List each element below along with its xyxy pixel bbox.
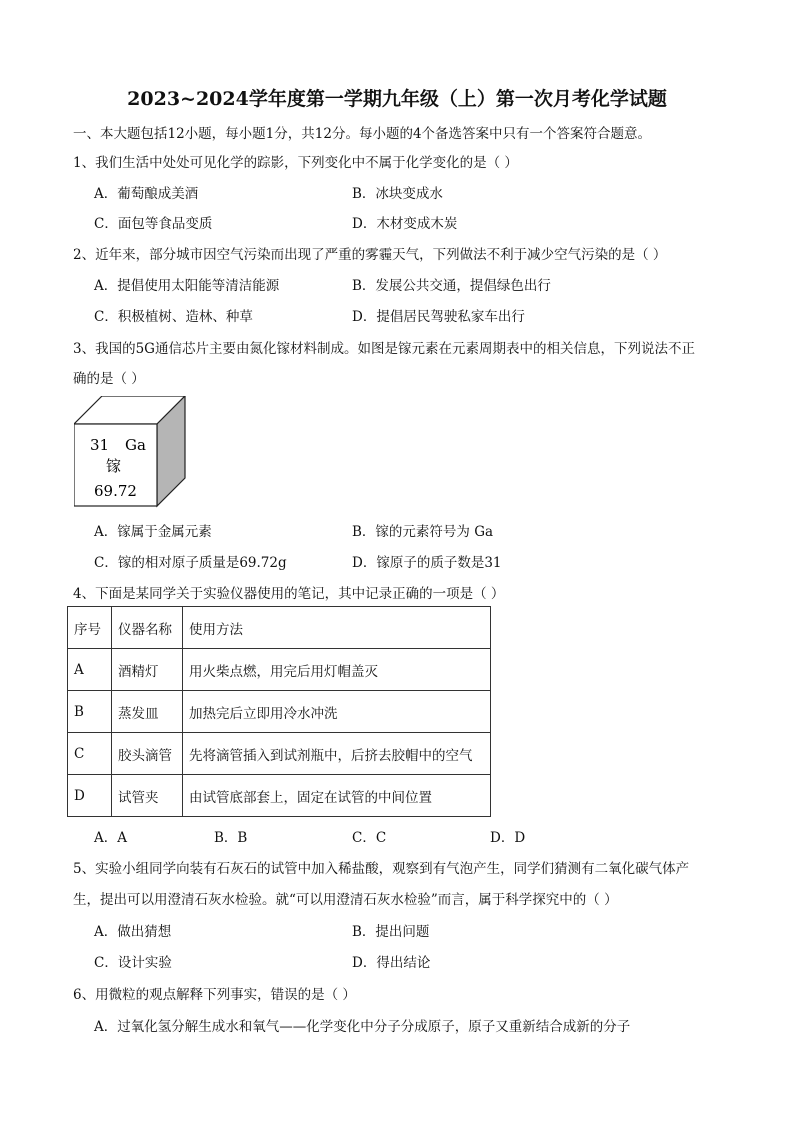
table-cell: 先将滴管插入到试剂瓶中，后挤去胶帽中的空气 <box>183 733 491 775</box>
table-cell: 加热完后立即用冷水冲洗 <box>183 691 491 733</box>
q5-option-b: B．提出问题 <box>352 924 430 940</box>
table-cell: 由试管底部套上，固定在试管的中间位置 <box>183 775 491 817</box>
header-cell: 仪器名称 <box>112 607 183 649</box>
table-row <box>68 691 491 733</box>
question-4-stem: 4、下面是某同学关于实验仪器使用的笔记，其中记录正确的一项是（ ） <box>73 586 505 602</box>
question-5-stem-line2: 生，提出可以用澄清石灰水检验。就“可以用澄清石灰水检验”而言，属于科学探究中的（ ） <box>73 892 618 908</box>
q6-option-a: A．过氧化氢分解生成水和氧气——化学变化中分子分成原子，原子又重新结合成新的分子 <box>94 1019 631 1035</box>
table-row <box>68 775 491 817</box>
q4-option-a: A．A <box>94 830 127 846</box>
table-cell: 用火柴点燃，用完后用灯帽盖灭 <box>183 649 491 691</box>
q1-option-c: C．面包等食品变质 <box>94 216 213 232</box>
q4-option-c: C．C <box>352 830 387 846</box>
element-name: 镓 <box>106 457 122 475</box>
q1-option-b: B．冰块变成水 <box>352 186 443 202</box>
header-cell: 序号 <box>68 607 112 649</box>
q2-option-c: C．积极植树、造林、种草 <box>94 309 253 325</box>
q2-option-d: D．提倡居民驾驶私家车出行 <box>352 309 525 325</box>
q5-option-d: D．得出结论 <box>352 955 431 971</box>
q3-option-b: B．镓的元素符号为 Ga <box>352 524 494 540</box>
table-cell: 胶头滴管 <box>112 733 183 775</box>
question-3-stem-line1: 3、我国的5G通信芯片主要由氮化镓材料制成。如图是镓元素在元素周期表中的相关信息，下列说法不正 <box>73 341 695 357</box>
question-1-stem: 1、我们生活中处处可见化学的踪影，下列变化中不属于化学变化的是（ ） <box>73 155 518 171</box>
table-cell: 酒精灯 <box>112 649 183 691</box>
section-instructions: 一、本大题包括12小题，每小题1分，共12分。每小题的4个备选答案中只有一个答案符合题意。 <box>73 126 652 142</box>
q4-option-d: D．D <box>490 830 526 846</box>
q2-option-a: A．提倡使用太阳能等清洁能源 <box>94 278 280 294</box>
table-cell: 蒸发皿 <box>112 691 183 733</box>
table-row <box>68 733 491 775</box>
instrument-usage-table <box>67 606 491 817</box>
exam-title: 2023~2024学年度第一学期九年级（上）第一次月考化学试题 <box>127 88 667 110</box>
question-3-stem-line2: 确的是（ ） <box>73 371 145 387</box>
question-5-stem-line1: 5、实验小组同学向装有石灰石的试管中加入稀盐酸，观察到有气泡产生，同学们猜测有二氧化碳气体产 <box>73 861 690 877</box>
q2-option-b: B．发展公共交通，提倡绿色出行 <box>352 278 551 294</box>
element-symbol: Ga <box>125 436 146 454</box>
header-cell: 使用方法 <box>183 607 491 649</box>
table-cell: C <box>68 733 112 775</box>
q1-option-d: D．木材变成木炭 <box>352 216 458 232</box>
q3-option-d: D．镓原子的质子数是31 <box>352 555 502 571</box>
table-cell: A <box>68 649 112 691</box>
gallium-element-cube <box>74 396 189 508</box>
table-cell: B <box>68 691 112 733</box>
q5-option-a: A．做出猜想 <box>94 924 172 940</box>
table-cell: 试管夹 <box>112 775 183 817</box>
element-atomic-mass: 69.72 <box>94 482 137 500</box>
element-atomic-number: 31 <box>90 436 110 454</box>
table-header-row <box>68 607 491 649</box>
q4-option-b: B．B <box>214 830 248 846</box>
q5-option-c: C．设计实验 <box>94 955 172 971</box>
q3-option-c: C．镓的相对原子质量是69.72g <box>94 555 287 571</box>
question-6-stem: 6、用微粒的观点解释下列事实，错误的是（ ） <box>73 987 356 1003</box>
table-row <box>68 649 491 691</box>
table-cell: D <box>68 775 112 817</box>
q1-option-a: A．葡萄酿成美酒 <box>94 186 199 202</box>
q3-option-a: A．镓属于金属元素 <box>94 524 212 540</box>
question-2-stem: 2、近年来，部分城市因空气污染而出现了严重的雾霾天气，下列做法不利于减少空气污染的是（ ） <box>73 247 667 263</box>
